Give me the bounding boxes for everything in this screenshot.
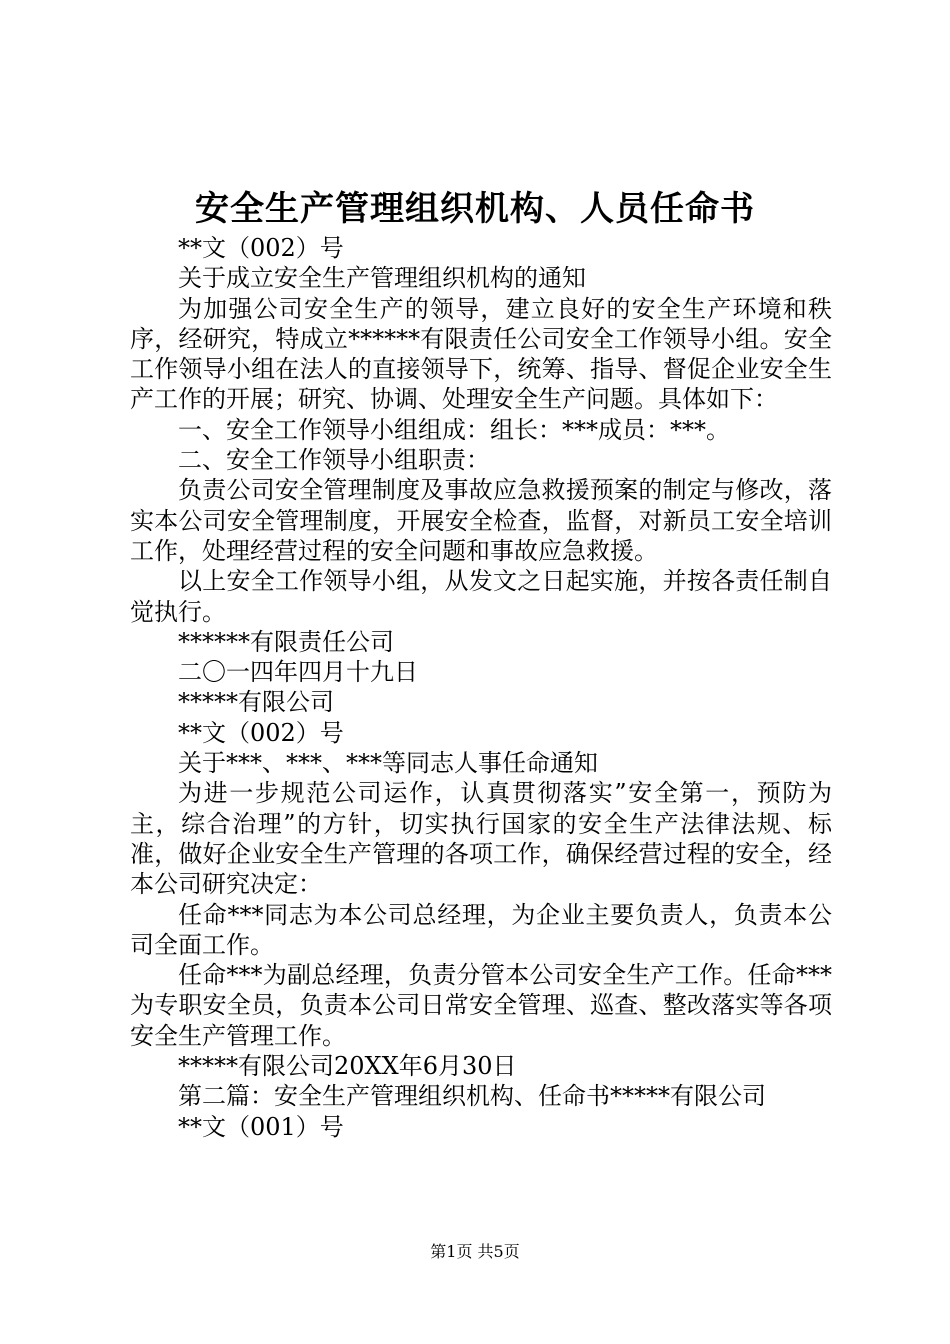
signature-date: 二〇一四年四月十九日 [178,658,418,687]
paragraph: 任命***同志为本公司总经理，为企业主要负责人，负责本公司全面工作。 [130,900,832,959]
doc-number: **文（002）号 [178,718,344,747]
paragraph: 以上安全工作领导小组，从发文之日起实施，并按各责任制自觉执行。 [130,567,832,626]
company-signature: ******有限责任公司 [178,627,394,656]
paragraph: 为进一步规范公司运作，认真贯彻落实”安全第一，预防为主，综合治理”的方针，切实执行国家的安全生产法律法规、标准，做好企业安全生产管理的各项工作，确保经营过程的安全，经本公司研究决定： [130,779,832,899]
document-body [130,233,832,1142]
section-heading: 第二篇：安全生产管理组织机构、任命书*****有限公司 [178,1082,766,1111]
company-name: *****有限公司 [178,688,334,717]
page-indicator: 第1页 共5页 [430,1242,520,1261]
notice-heading: 关于***、***、***等同志人事任命通知 [178,749,598,778]
notice-heading: 关于成立安全生产管理组织机构的通知 [178,264,586,293]
paragraph: 一、安全工作领导小组组成：组长：***成员：***。 [178,415,730,444]
paragraph: 为加强公司安全生产的领导，建立良好的安全生产环境和秩序，经研究，特成立******有限责任公司安全工作领导小组。安全工作领导小组在法人的直接领导下，统筹、指导、督促企业安全生产工作的开展；研究、协调、处理安全生产问题。具体如下： [130,294,832,414]
doc-number: **文（001）号 [178,1112,344,1141]
paragraph: 负责公司安全管理制度及事故应急救援预案的制定与修改，落实本公司安全管理制度，开展安全检查，监督，对新员工安全培训工作，处理经营过程的安全问题和事故应急救援。 [130,476,832,565]
paragraph: 任命***为副总经理，负责分管本公司安全生产工作。任命***为专职安全员，负责本公司日常安全管理、巡查、整改落实等各项安全生产管理工作。 [130,961,832,1050]
company-signature-date: *****有限公司20XX年6月30日 [178,1052,517,1081]
paragraph: 二、安全工作领导小组职责： [178,446,490,475]
document-title: 安全生产管理组织机构、人员任命书 [195,189,755,229]
doc-number: **文（002）号 [178,234,344,262]
